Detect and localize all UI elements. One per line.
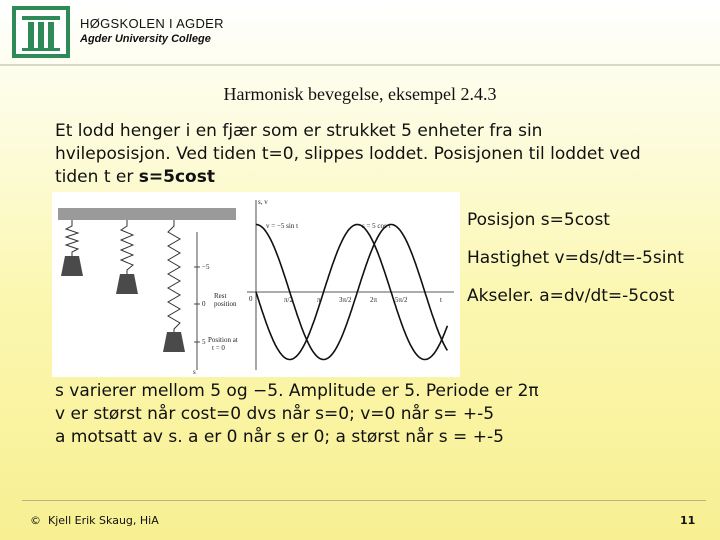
- equation-acceleration: Akseler. a=dv/dt=-5cost: [467, 286, 675, 306]
- equation-velocity: Hastighet v=ds/dt=-5sint: [467, 248, 684, 268]
- rest-position-label: position: [214, 300, 237, 308]
- tick-three-pi-half: 3π/2: [339, 296, 352, 304]
- university-name-english: Agder University College: [80, 33, 211, 45]
- page-number: 11: [680, 514, 696, 527]
- footer-divider: [22, 500, 706, 501]
- slide-title: Harmonisk bevegelse, eksempel 2.4.3: [223, 84, 497, 104]
- summary-line-3: a motsatt av s. a er 0 når s er 0; a størst når s = +-5: [55, 427, 504, 447]
- tick-zero: 0: [249, 295, 253, 303]
- footer-author: [30, 514, 159, 527]
- summary-line-1: s varierer mellom 5 og −5. Amplitude er 5. Periode er 2π: [55, 381, 539, 401]
- spring-label-zero: 0: [202, 300, 206, 308]
- spring-label-minus5: −5: [202, 263, 210, 271]
- intro-line-2: hvileposisjon. Ved tiden t=0, slippes loddet. Posisjonen til loddet ved: [55, 144, 641, 164]
- header-divider: [0, 64, 720, 66]
- axis-label-t: t: [440, 296, 442, 304]
- intro-line-3: [55, 166, 695, 189]
- label-v-curve: v = −5 sin t: [266, 222, 299, 230]
- intro-line-1: Et lodd henger i en fjær som er strukket 5 enheter fra sin: [55, 121, 543, 141]
- label-s-curve: s = 5 cos t: [362, 222, 391, 230]
- intro-formula: s=5cost: [138, 167, 215, 187]
- tick-five-pi-half: 5π/2: [395, 296, 408, 304]
- position-at-label: Position at: [208, 336, 238, 344]
- author-name: Kjell Erik Skaug, HiA: [48, 514, 159, 527]
- spring-label-five: 5: [202, 338, 206, 346]
- harmonic-motion-figure: [52, 192, 460, 377]
- axis-label-sv: s, v: [258, 198, 268, 206]
- intro-line-3-prefix: tiden t er: [55, 167, 139, 187]
- spring-label-s: s: [193, 368, 196, 376]
- t0-label: t = 0: [212, 344, 225, 352]
- summary-line-2: v er størst når cost=0 dvs når s=0; v=0 når s= +-5: [55, 404, 495, 424]
- pillar-logo-icon: [12, 6, 70, 58]
- rest-label: Rest: [214, 292, 227, 300]
- tick-pi: π: [317, 296, 321, 304]
- equation-position: Posisjon s=5cost: [467, 210, 610, 230]
- summary-text: [55, 380, 695, 449]
- university-name: HØGSKOLEN I AGDER: [80, 16, 224, 31]
- intro-text: [55, 120, 695, 189]
- tick-two-pi: 2π: [370, 296, 378, 304]
- tick-pi-half: π/2: [284, 296, 293, 304]
- copyright-icon: ©: [30, 514, 41, 527]
